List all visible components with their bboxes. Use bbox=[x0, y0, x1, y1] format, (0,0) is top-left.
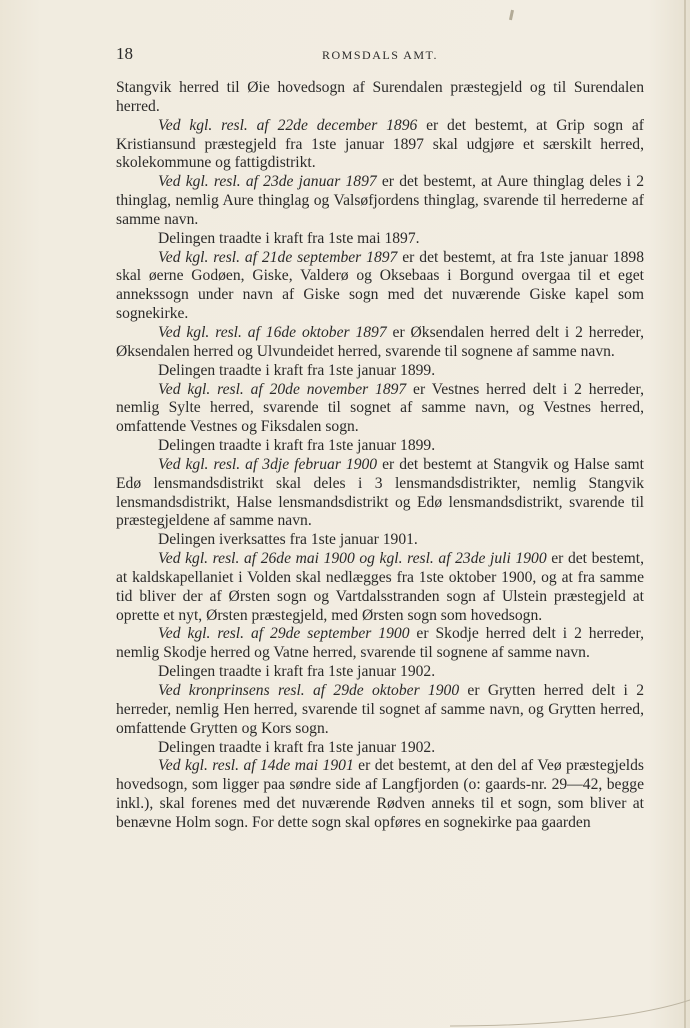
resolution-reference: Ved kgl. resl. af 20de november 1897 bbox=[158, 380, 407, 398]
ink-mark bbox=[509, 10, 514, 20]
paragraph-text: Delingen traadte i kraft fra 1ste januar 1899. bbox=[158, 361, 436, 379]
resolution-reference: Ved kgl. resl. af 22de december 1896 bbox=[158, 116, 418, 134]
resolution-reference: Ved kgl. resl. af 21de september 1897 bbox=[158, 248, 398, 266]
paragraph-text: er Øksendalen herred delt i 2 herreder, Øksendalen herred og Ulvundeidet herred, svarende til sognene af samme navn. bbox=[116, 323, 645, 360]
paragraph bbox=[116, 625, 644, 663]
paragraph-text: er det bestemt, at Grip sogn af Kristiansund præstegjeld fra 1ste januar 1897 skal udgjøre et særskilt herred, skolekommune og fattigdistrikt. bbox=[116, 116, 644, 172]
body-text bbox=[116, 79, 644, 833]
resolution-reference: Ved kgl. resl. af 23de januar 1897 bbox=[158, 173, 377, 191]
page-corner-curl bbox=[450, 998, 690, 1028]
paragraph bbox=[116, 739, 644, 758]
paragraph bbox=[116, 456, 644, 531]
paragraph-text: er Vestnes herred delt i 2 herreder, nemlig Sylte herred, svarende til sognet af samme navn, og Vestnes herred, omfattende Vestnes og Fiksdalen sogn. bbox=[116, 380, 644, 436]
running-title: ROMSDALS AMT. bbox=[322, 48, 438, 62]
resolution-reference: Ved kgl. resl. af 3dje februar 1900 bbox=[158, 455, 378, 473]
paragraph-text: er det bestemt, at Aure thinglag deles i 2 thinglag, nemlig Aure thinglag og Valsøfjordens thinglag, svarende til herrederne af samme navn. bbox=[116, 173, 644, 228]
resolution-reference: Ved kgl. resl. af 14de mai 1901 bbox=[158, 757, 354, 775]
paragraph-text: Delingen traadte i kraft fra 1ste januar 1902. bbox=[158, 663, 436, 681]
paragraph bbox=[116, 117, 644, 174]
paragraph-text: Delingen traadte i kraft fra 1ste januar 1899. bbox=[158, 437, 436, 455]
paragraph bbox=[116, 249, 644, 324]
page-edge bbox=[684, 0, 686, 1028]
resolution-reference: Ved kronprinsens resl. af 29de oktober 1900 bbox=[158, 682, 460, 699]
paragraph bbox=[116, 531, 644, 550]
paragraph bbox=[116, 381, 644, 438]
paragraph-text: Delingen iverksattes fra 1ste januar 1901. bbox=[158, 531, 418, 549]
page-header bbox=[116, 44, 644, 66]
page-number: 18 bbox=[116, 44, 133, 63]
paragraph-text: er Skodje herred delt i 2 herreder, nemlig Skodje herred og Vatne herred, svarende til sognene af samme navn. bbox=[116, 625, 645, 662]
paragraph bbox=[116, 173, 644, 230]
paragraph-text: er det bestemt, at kaldskapellaniet i Volden skal nedlægges fra 1ste oktober 1900, og at fra samme tid bliver der af Ørsten sogn og Vartdalsstranden sogn af Ulstein præstegjeld at oprette et nyt, Ørsten præstegjeld, med Ørsten sogn som hovedsogn. bbox=[116, 550, 644, 624]
resolution-reference: Ved kgl. resl. af 16de oktober 1897 bbox=[158, 323, 387, 341]
paragraph bbox=[116, 437, 644, 456]
resolution-reference: Ved kgl. resl. af 26de mai 1900 og kgl. resl. af 23de juli 1900 bbox=[158, 550, 547, 568]
paragraph bbox=[116, 757, 644, 832]
paragraph-text: Delingen traadte i kraft fra 1ste januar 1902. bbox=[158, 738, 436, 756]
paragraph bbox=[116, 324, 644, 362]
paragraph bbox=[116, 663, 644, 682]
paragraph-text: er det bestemt at Stangvik og Halse samt Edø lensmandsdistrikt skal deles i 3 lensmandsdistrikter, nemlig Stangvik lensmandsdistrikt, Halse lensmandsdistrikt og Edø lensmandsdistrikt, svarende til præstegjeldene af samme navn. bbox=[116, 455, 644, 530]
paragraph bbox=[116, 362, 644, 381]
paragraph bbox=[116, 230, 644, 249]
paragraph-text: er det bestemt, at den del af Veø præstegjelds hovedsogn, som ligger paa søndre side af Langfjorden (o: gaards-nr. 29—42, begge inkl.), skal forenes med det nuværende Rødven anneks til et sogn, som bliver at benævne Holm sogn. For dette sogn skal opføres en sognekirke paa gaarden bbox=[116, 757, 644, 831]
resolution-reference: Ved kgl. resl. af 29de september 1900 bbox=[158, 625, 410, 643]
paragraph-text: Stangvik herred til Øie hovedsogn af Surendalen præstegjeld og til Surendalen herred. bbox=[116, 79, 644, 115]
paragraph bbox=[116, 550, 644, 625]
paragraph bbox=[116, 682, 644, 739]
paragraph-text: er Grytten herred delt i 2 herreder, nemlig Hen herred, svarende til sognet af samme navn, og Grytten herred, omfattende Grytten og Kors sogn. bbox=[116, 682, 644, 737]
paragraph-text: er det bestemt, at fra 1ste januar 1898 skal øerne Godøen, Giske, Valderø og Oksebaas i Borgund overgaa til et eget annekssogn under navn af Giske sogn med det nuværende Giske kapel som sognekirke. bbox=[116, 248, 644, 323]
paragraph-text: Delingen traadte i kraft fra 1ste mai 1897. bbox=[158, 229, 420, 247]
paragraph bbox=[116, 79, 644, 117]
